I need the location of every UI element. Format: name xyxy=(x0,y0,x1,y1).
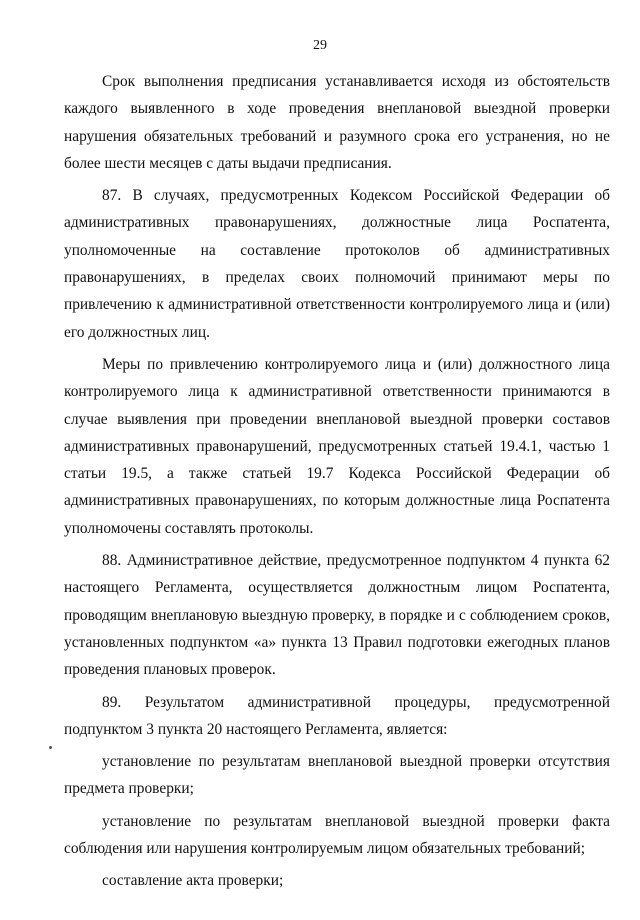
paragraph-liability-measures: Меры по привлечению контролируемого лица и (или) должностного лица контролируемого лица к административной ответственности принимаются в случае выявления при проведении внеплановой выездной проверки составов административных правонарушений, предусмотренных статьей 19.4.1, частью 1 статьи 19.5, а также статьей 19.7 Кодекса Российской Федерации об административных правонарушениях, по которым должностные лица Роспатента уполномочены составлять протоколы. xyxy=(64,355,610,537)
scan-speck xyxy=(49,746,52,749)
paragraph-87: 87. В случаях, предусмотренных Кодексом Российской Федерации об административных правонарушениях, должностные лица Роспатента, уполномоченные на составление протоколов об административных правонарушениях, в пределах своих полномочий принимают меры по привлечению к административной ответственности контролируемого лица и (или) его должностных лиц. xyxy=(64,187,610,341)
page-number: 29 xyxy=(313,38,327,53)
paragraph-order-deadline: Срок выполнения предписания устанавливается исходя из обстоятельств каждого выявленного в ходе проведения внеплановой выездной проверки нарушения обязательных требований и разумного срока его устранения, но не более шести месяцев с даты выдачи предписания. xyxy=(64,73,610,172)
paragraph-89: 89. Результатом административной процедуры, предусмотренной подпунктом 3 пункта 20 настоящего Регламента, является: xyxy=(64,693,610,738)
paragraph-result-compliance: установление по результатам внеплановой выездной проверки факта соблюдения или нарушения контролируемым лицом обязательных требований; xyxy=(64,812,610,858)
paragraph-88: 88. Административное действие, предусмотренное подпунктом 4 пункта 62 настоящего Регламента, осуществляется должностным лицом Роспатента, проводящим внеплановую выездную проверку, в порядке и с соблюдением сроков, установленных подпунктом «а» пункта 13 Правил подготовки ежегодных планов проведения плановых проверок. xyxy=(64,552,610,679)
document-body xyxy=(64,68,610,900)
paragraph-result-absence: установление по результатам внеплановой выездной проверки отсутствия предмета проверки; xyxy=(64,753,610,798)
paragraph-inspection-act: составление акта проверки; xyxy=(102,872,284,890)
